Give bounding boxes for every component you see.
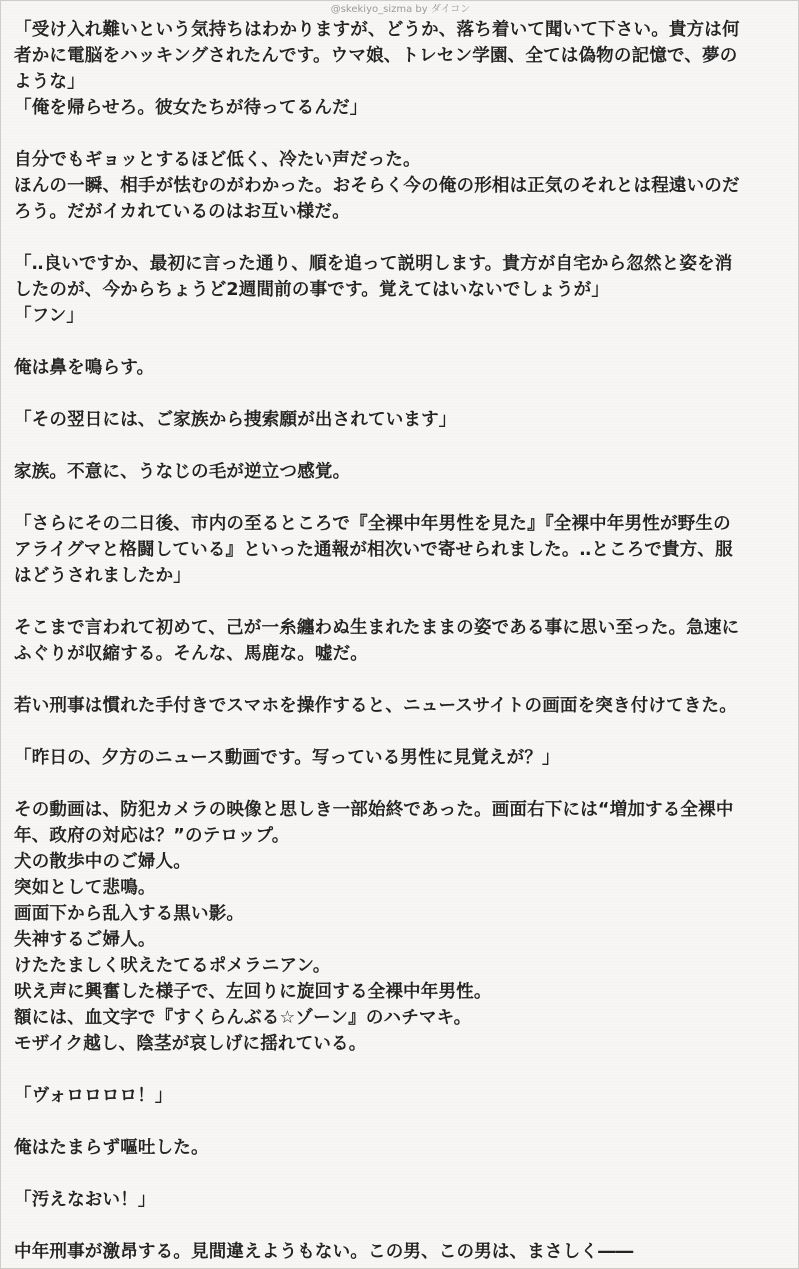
- text-line: 犬の散歩中のご婦人。: [14, 852, 191, 872]
- blank-line: [14, 667, 790, 693]
- text-line: 「ヴォロロロロ！」: [14, 1086, 173, 1106]
- text-line: 画面下から乱入する黒い影。: [14, 904, 245, 924]
- blank-line: [14, 589, 790, 615]
- text-line: 「俺を帰らせろ。彼女たちが待ってるんだ」: [14, 98, 368, 118]
- text-line: 中年刑事が激昂する。見間違えようもない。この男、この男は、まさしく――: [14, 1242, 634, 1262]
- story-text: [14, 17, 790, 1265]
- blank-line: [14, 381, 790, 407]
- text-line: 突如として悲鳴。: [14, 878, 156, 898]
- text-line: 「さらにその二日後、市内の至るところで『全裸中年男性を見た』『全裸中年男性が野生の: [14, 514, 731, 534]
- text-line: 者かに電脳をハッキングされたんです。ウマ娘、トレセン学園、全ては偽物の記憶で、夢の: [14, 46, 738, 66]
- text-line: 額には、血文字で『すくらんぶる☆ゾーン』のハチマキ。: [14, 1008, 472, 1028]
- text-line: そこまで言われて初めて、己が一糸纏わぬ生まれたままの姿である事に思い至った。急速に: [14, 618, 740, 638]
- blank-line: [14, 225, 790, 251]
- text-line: 「‥良いですか、最初に言った通り、順を追って説明します。貴方が自宅から忽然と姿を消: [14, 254, 733, 274]
- text-line: 「昨日の、夕方のニュース動画です。写っている男性に見覚えが？」: [14, 748, 560, 768]
- text-line: ふぐりが収縮する。そんな、馬鹿な。嘘だ。: [14, 644, 368, 664]
- text-line: 年、政府の対応は？”のテロップ。: [14, 826, 290, 846]
- blank-line: [14, 1057, 790, 1083]
- blank-line: [14, 121, 790, 147]
- text-line: 若い刑事は慣れた手付きでスマホを操作すると、ニュースサイトの画面を突き付けてきた。: [14, 696, 737, 716]
- text-line: モザイク越し、陰茎が哀しげに揺れている。: [14, 1034, 367, 1054]
- blank-line: [14, 1109, 790, 1135]
- blank-line: [14, 485, 790, 511]
- blank-line: [14, 771, 790, 797]
- blank-line: [14, 1213, 790, 1239]
- text-line: ほんの一瞬、相手が怯むのがわかった。おそらく今の俺の形相は正気のそれとは程遠いのだ: [14, 176, 740, 196]
- text-line: 吠え声に興奮した様子で、左回りに旋回する全裸中年男性。: [14, 982, 492, 1002]
- blank-line: [14, 1161, 790, 1187]
- blank-line: [14, 719, 790, 745]
- text-line: 俺は鼻を鳴らす。: [14, 358, 155, 378]
- text-line: はどうされましたか」: [14, 566, 191, 586]
- text-line: けたたましく吠えたてるポメラニアン。: [14, 956, 331, 976]
- text-line: その動画は、防犯カメラの映像と思しき一部始終であった。画面右下には“増加する全裸中: [14, 800, 734, 820]
- text-line: アライグマと格闘している』といった通報が相次いで寄せられました。‥ところで貴方、服: [14, 540, 733, 560]
- text-line: 「受け入れ難いという気持ちはわかりますが、どうか、落ち着いて聞いて下さい。貴方は何: [14, 20, 740, 40]
- text-line: 俺はたまらず嘔吐した。: [14, 1138, 209, 1158]
- text-line: 自分でもギョッとするほど低く、冷たい声だった。: [14, 150, 421, 170]
- text-line: 失神するご婦人。: [14, 930, 156, 950]
- text-line: 「汚えなおい！」: [14, 1190, 156, 1210]
- text-line: 「その翌日には、ご家族から捜索願が出されています」: [14, 410, 457, 430]
- text-line: ろう。だがイカれているのはお互い様だ。: [14, 202, 350, 222]
- blank-line: [14, 433, 790, 459]
- watermark: @skekiyo_sizma by ダイコン: [330, 4, 471, 15]
- text-line: したのが、今からちょうど2週間前の事です。覚えてはいないでしょうが」: [14, 280, 610, 300]
- blank-line: [14, 329, 790, 355]
- text-line: ような」: [14, 72, 85, 92]
- text-line: 家族。不意に、うなじの毛が逆立つ感覚。: [14, 462, 351, 482]
- text-line: 「フン」: [14, 306, 85, 326]
